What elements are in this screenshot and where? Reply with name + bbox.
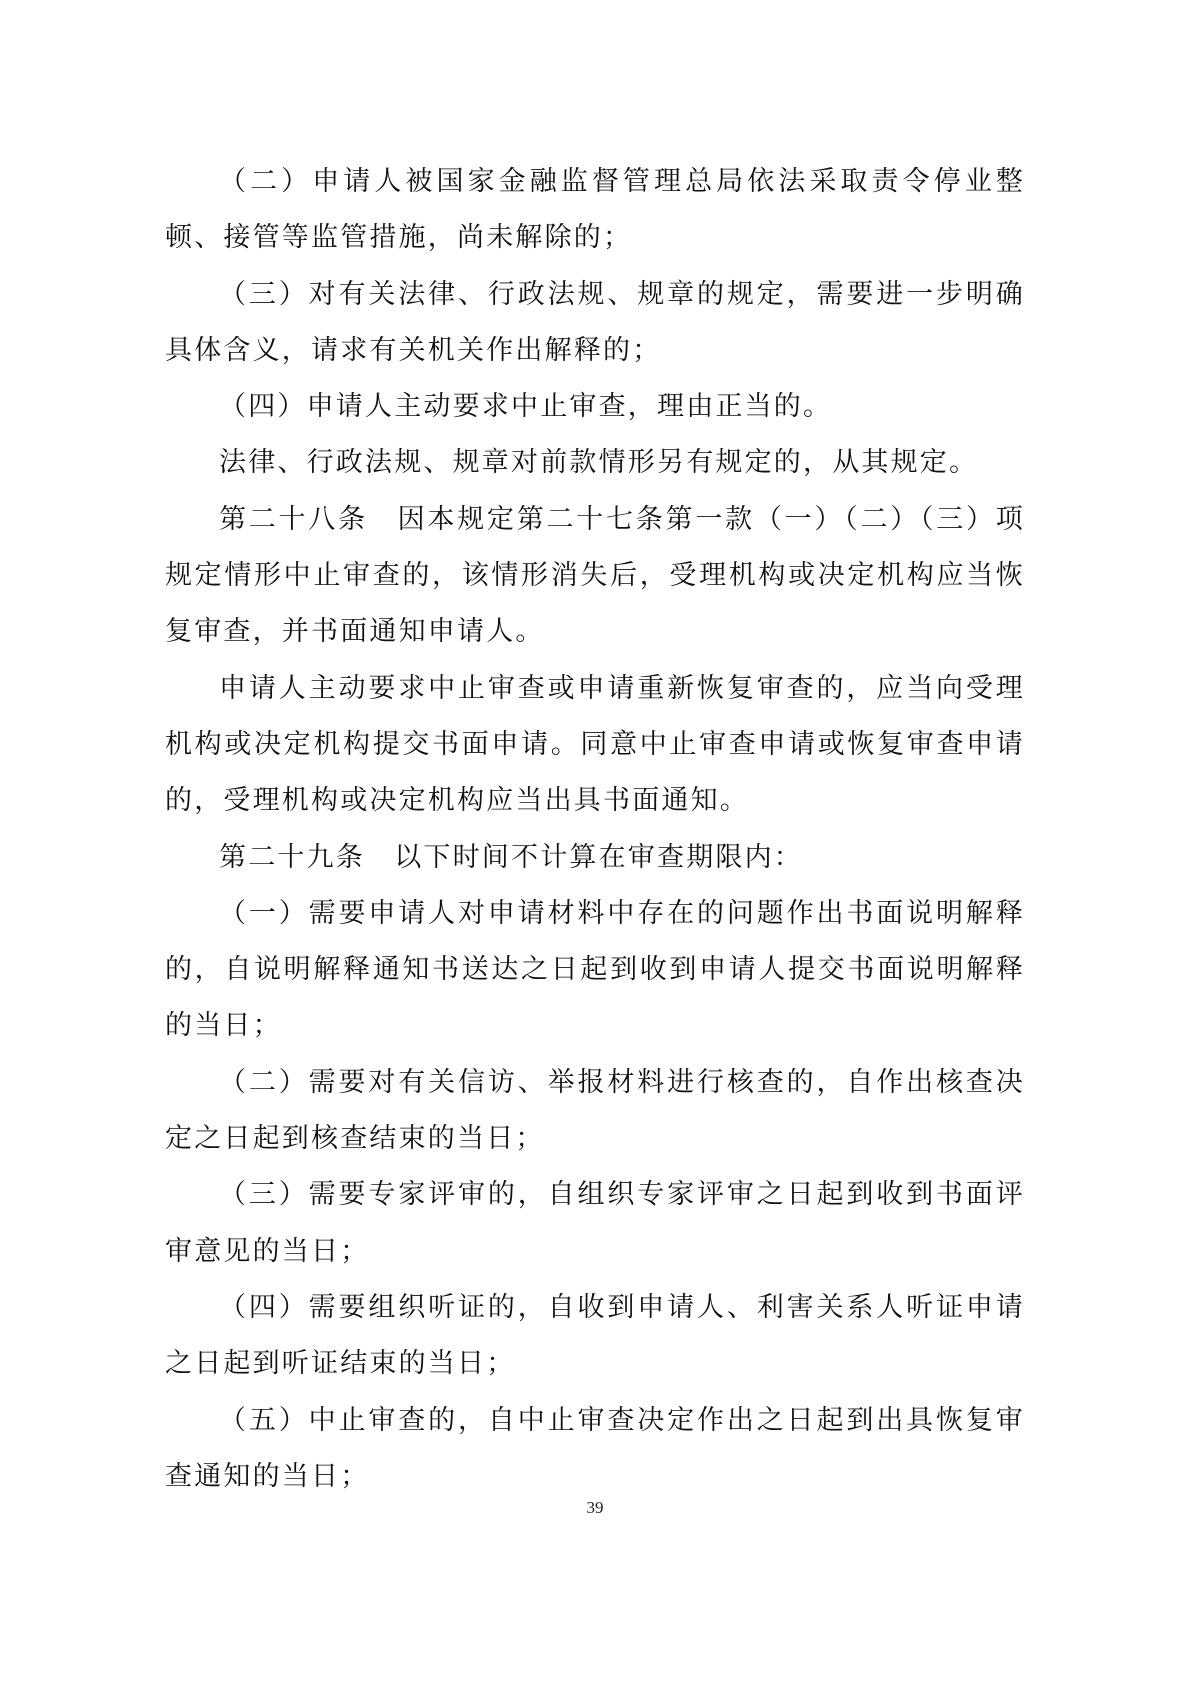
body-text — [165, 154, 1025, 1505]
paragraph-time-item-3: （三）需要专家评审的，自组织专家评审之日起到收到书面评审意见的当日； — [165, 1179, 1025, 1267]
paragraph-article-28: 第二十八条 因本规定第二十七条第一款（一）（二）（三）项规定情形中止审查的，该情形消失后，受理机构或决定机构应当恢复审查，并书面通知申请人。 — [165, 503, 1025, 648]
paragraph-written-application: 申请人主动要求中止审查或申请重新恢复审查的，应当向受理机构或决定机构提交书面申请。同意中止审查申请或恢复审查申请的，受理机构或决定机构应当出具书面通知。 — [165, 672, 1025, 817]
paragraph-item-4-applicant-request: （四）申请人主动要求中止审查，理由正当的。 — [219, 391, 833, 423]
paragraph-time-item-1: （一）需要申请人对申请材料中存在的问题作出书面说明解释的，自说明解释通知书送达之日起到收到申请人提交书面说明解释的当日； — [165, 897, 1025, 1042]
paragraph-item-3-interpretation: （三）对有关法律、行政法规、规章的规定，需要进一步明确具体含义，请求有关机关作出解释的； — [165, 278, 1025, 366]
paragraph-time-item-2: （二）需要对有关信访、举报材料进行核查的，自作出核查决定之日起到核查结束的当日； — [165, 1066, 1025, 1155]
paragraph-item-2-suspension-measures: （二）申请人被国家金融监督管理总局依法采取责令停业整顿、接管等监管措施，尚未解除的； — [165, 166, 1025, 254]
paragraph-time-item-5: （五）中止审查的，自中止审查决定作出之日起到出具恢复审查通知的当日； — [165, 1404, 1025, 1492]
paragraph-article-29: 第二十九条 以下时间不计算在审查期限内： — [219, 841, 803, 873]
paragraph-other-provisions: 法律、行政法规、规章对前款情形另有规定的，从其规定。 — [219, 447, 979, 479]
page-number: 39 — [586, 1498, 604, 1517]
paragraph-time-item-4: （四）需要组织听证的，自收到申请人、利害关系人听证申请之日起到听证结束的当日； — [165, 1291, 1025, 1380]
